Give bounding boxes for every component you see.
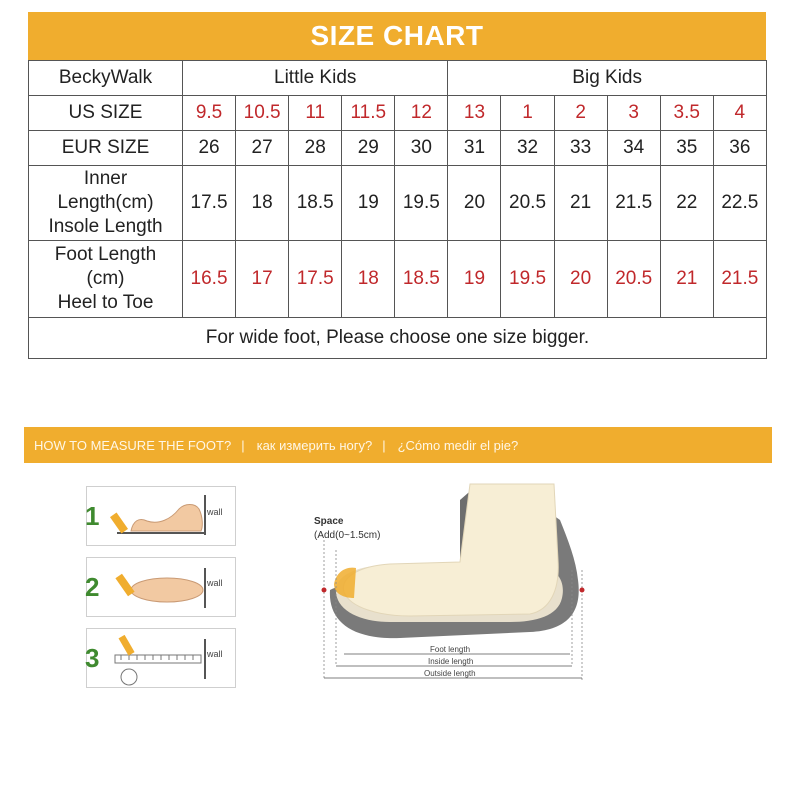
- wall-label: wall: [207, 507, 223, 517]
- step-number: 1: [85, 501, 100, 531]
- inner-label-line-3: Insole Length: [48, 216, 163, 237]
- space-label: Space: [314, 516, 344, 527]
- us-size-cell: 2: [554, 96, 607, 131]
- inner-length-cell: 21.5: [607, 166, 660, 241]
- banner-text-en: HOW TO MEASURE THE FOOT?: [34, 437, 232, 453]
- us-size-label: US SIZE: [29, 96, 183, 131]
- inner-length-cell: 18: [236, 166, 289, 241]
- size-chart-title: SIZE CHART: [28, 12, 766, 60]
- space-add-label: (Add(0~1.5cm): [314, 530, 381, 541]
- wall-label: wall: [207, 649, 223, 659]
- foot-length-cell: 20: [554, 241, 607, 318]
- inner-length-cell: 20: [448, 166, 501, 241]
- inner-length-label: [29, 166, 183, 241]
- inner-length-cell: 17.5: [183, 166, 236, 241]
- inner-length-cell: 21: [554, 166, 607, 241]
- inside-length-label: Inside length: [428, 657, 474, 666]
- us-size-cell: 9.5: [183, 96, 236, 131]
- group-big-kids: Big Kids: [448, 61, 766, 96]
- foot-label-line-1: Foot Length: [54, 244, 157, 265]
- group-little-kids: Little Kids: [183, 61, 448, 96]
- wall-label: wall: [207, 578, 223, 588]
- foot-length-cell: 19.5: [501, 241, 554, 318]
- table-row-us-size: [29, 96, 767, 131]
- eur-size-cell: 29: [342, 131, 395, 166]
- eur-size-cell: 35: [660, 131, 713, 166]
- foot-length-cell: 16.5: [183, 241, 236, 318]
- measure-step-3: [86, 628, 236, 688]
- table-row-eur-size: [29, 131, 767, 166]
- eur-size-cell: 30: [395, 131, 448, 166]
- inner-label-line-1: Inner: [83, 168, 128, 189]
- foot-in-shoe-diagram: [310, 480, 600, 690]
- us-size-cell: 3: [607, 96, 660, 131]
- measure-banner: [24, 427, 772, 463]
- eur-size-cell: 27: [236, 131, 289, 166]
- eur-size-cell: 28: [289, 131, 342, 166]
- eur-size-cell: 32: [501, 131, 554, 166]
- banner-separator: |: [241, 437, 245, 453]
- foot-length-label: Foot length: [430, 645, 471, 654]
- size-chart: [28, 12, 766, 359]
- us-size-cell: 11: [289, 96, 342, 131]
- foot-length-cell: 17.5: [289, 241, 342, 318]
- foot-length-cell: 17: [236, 241, 289, 318]
- measure-step-1: [86, 486, 236, 546]
- brand-cell: BeckyWalk: [29, 61, 183, 96]
- eur-size-cell: 31: [448, 131, 501, 166]
- foot-label-line-3: Heel to Toe: [57, 292, 154, 313]
- foot-length-label: [29, 241, 183, 318]
- banner-text-es: ¿Cómo medir el pie?: [397, 437, 519, 453]
- inner-length-cell: 22: [660, 166, 713, 241]
- eur-size-cell: 26: [183, 131, 236, 166]
- table-row-inner-length: [29, 166, 767, 241]
- us-size-cell: 3.5: [660, 96, 713, 131]
- us-size-cell: 4: [713, 96, 766, 131]
- us-size-cell: 1: [501, 96, 554, 131]
- step-number: 3: [85, 643, 100, 673]
- us-size-cell: 10.5: [236, 96, 289, 131]
- table-row-note: [29, 318, 767, 359]
- eur-size-label: EUR SIZE: [29, 131, 183, 166]
- step-number: 2: [85, 572, 100, 602]
- eur-size-cell: 33: [554, 131, 607, 166]
- foot-length-cell: 21: [660, 241, 713, 318]
- banner-separator: |: [382, 437, 386, 453]
- foot-length-cell: 21.5: [713, 241, 766, 318]
- eur-size-cell: 36: [713, 131, 766, 166]
- foot-length-cell: 18.5: [395, 241, 448, 318]
- inner-length-cell: 20.5: [501, 166, 554, 241]
- size-table: [28, 60, 767, 359]
- foot-length-cell: 19: [448, 241, 501, 318]
- foot-length-cell: 20.5: [607, 241, 660, 318]
- table-row-foot-length: [29, 241, 767, 318]
- eur-size-cell: 34: [607, 131, 660, 166]
- foot-label-line-2: (cm): [86, 268, 125, 289]
- inner-length-cell: 19.5: [395, 166, 448, 241]
- wide-foot-note: For wide foot, Please choose one size bigger.: [29, 318, 767, 359]
- table-row-groups: [29, 61, 767, 96]
- inner-label-line-2: Length(cm): [57, 192, 154, 213]
- us-size-cell: 11.5: [342, 96, 395, 131]
- inner-length-cell: 18.5: [289, 166, 342, 241]
- us-size-cell: 12: [395, 96, 448, 131]
- inner-length-cell: 19: [342, 166, 395, 241]
- banner-text-ru: как измерить ногу?: [256, 437, 373, 453]
- measure-step-2: [86, 557, 236, 617]
- foot-length-cell: 18: [342, 241, 395, 318]
- outside-length-label: Outside length: [424, 669, 476, 678]
- us-size-cell: 13: [448, 96, 501, 131]
- inner-length-cell: 22.5: [713, 166, 766, 241]
